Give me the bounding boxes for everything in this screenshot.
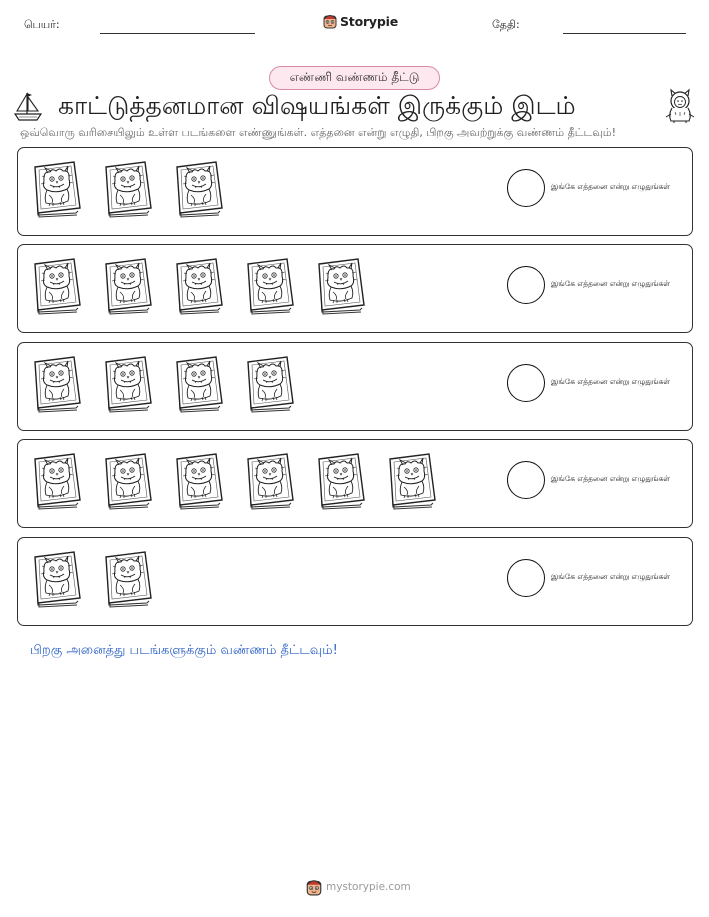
monster-book-icon — [30, 159, 84, 219]
storypie-mascot-icon — [306, 878, 322, 896]
counting-row — [17, 342, 693, 431]
activity-badge: எண்ணி வண்ணம் தீட்டு — [269, 66, 440, 90]
counting-row — [17, 147, 693, 236]
storypie-mascot-icon — [323, 13, 337, 29]
answer-circle[interactable] — [507, 169, 545, 207]
monster-book-icon — [314, 451, 368, 511]
sailboat-icon — [13, 90, 43, 122]
answer-hint: இங்கே எத்தனை என்று எழுதுங்கள் — [551, 279, 671, 288]
name-label: பெயர்: — [24, 18, 60, 31]
monster-book-icon — [172, 354, 226, 414]
monster-book-icon — [101, 549, 155, 609]
instruction-text: ஒவ்வொரு வரிசையிலும் உள்ள படங்களை எண்ணுங்கள். எத்தனை என்று எழுதி, பிறகு அவற்றுக்கு வண்ணம் தீட்டவும்! — [20, 126, 617, 139]
monster-book-icon — [172, 159, 226, 219]
monster-book-icon — [101, 256, 155, 316]
picture-group — [30, 549, 155, 609]
answer-hint: இங்கே எத்தனை என்று எழுதுங்கள் — [551, 182, 671, 191]
picture-group — [30, 354, 297, 414]
monster-book-icon — [30, 549, 84, 609]
answer-hint: இங்கே எத்தனை என்று எழுதுங்கள் — [551, 377, 671, 386]
name-write-line — [100, 33, 255, 34]
storypie-logo — [323, 13, 398, 29]
monster-book-icon — [172, 451, 226, 511]
brand-name: Storypie — [340, 13, 398, 29]
worksheet-header — [0, 0, 709, 44]
monster-book-icon — [172, 256, 226, 316]
monster-book-icon — [243, 451, 297, 511]
answer-circle[interactable] — [507, 461, 545, 499]
counting-row — [17, 537, 693, 626]
monster-book-icon — [30, 354, 84, 414]
monster-book-icon — [243, 256, 297, 316]
counting-row — [17, 439, 693, 528]
answer-hint: இங்கே எத்தனை என்று எழுதுங்கள் — [551, 474, 671, 483]
site-url: mystorypie.com — [326, 881, 411, 893]
monster-book-icon — [30, 256, 84, 316]
monster-book-icon — [101, 354, 155, 414]
picture-group — [30, 451, 439, 511]
date-write-line — [563, 33, 686, 34]
wolf-suit-boy-icon — [663, 88, 697, 124]
monster-book-icon — [101, 159, 155, 219]
footer-note: பிறகு அனைத்து படங்களுக்கும் வண்ணம் தீட்டவும்! — [30, 643, 338, 658]
picture-group — [30, 159, 226, 219]
counting-row — [17, 244, 693, 333]
monster-book-icon — [30, 451, 84, 511]
monster-book-icon — [101, 451, 155, 511]
monster-book-icon — [243, 354, 297, 414]
answer-circle[interactable] — [507, 266, 545, 304]
date-label: தேதி: — [492, 18, 520, 31]
page-title: காட்டுத்தனமான விஷயங்கள் இருக்கும் இடம் — [58, 91, 576, 120]
answer-circle[interactable] — [507, 364, 545, 402]
answer-hint: இங்கே எத்தனை என்று எழுதுங்கள் — [551, 572, 671, 581]
site-footer — [306, 878, 411, 896]
answer-circle[interactable] — [507, 559, 545, 597]
monster-book-icon — [314, 256, 368, 316]
picture-group — [30, 256, 368, 316]
monster-book-icon — [385, 451, 439, 511]
